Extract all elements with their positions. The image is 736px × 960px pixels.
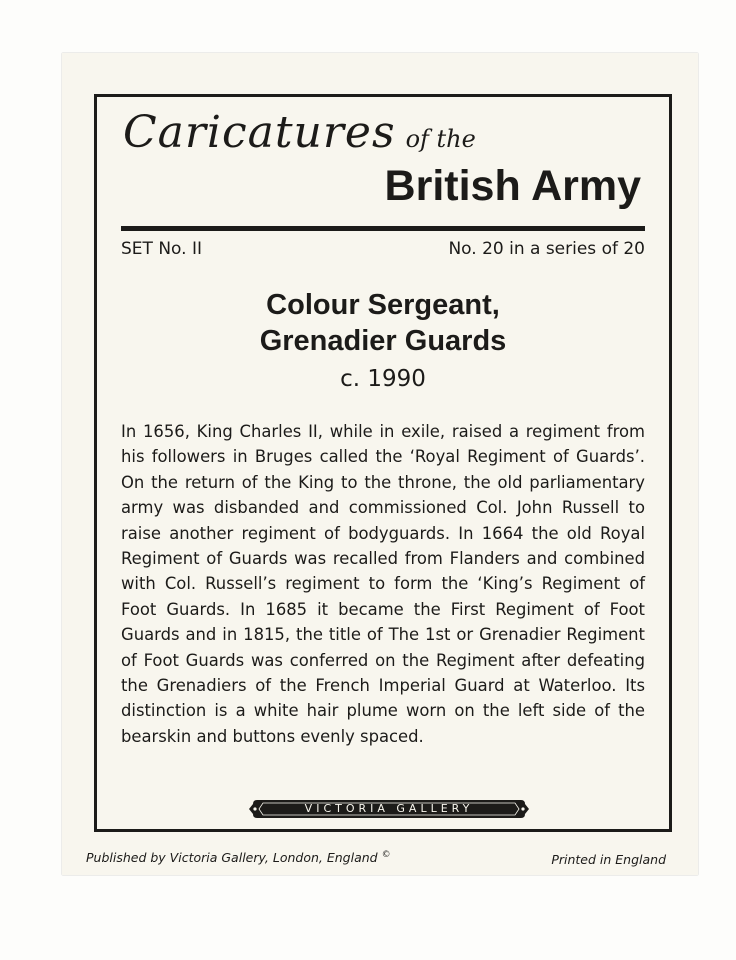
card-title-line1: Colour Sergeant,	[266, 289, 500, 321]
set-number: SET No. II	[121, 239, 202, 259]
series-position: No. 20 in a series of 20	[448, 239, 645, 259]
copyright-icon: ©	[381, 850, 391, 860]
card-title-line2: Grenadier Guards	[259, 325, 507, 357]
printed-in: Printed in England	[551, 852, 666, 867]
card-date: c. 1990	[340, 366, 426, 392]
card-border-frame	[94, 94, 672, 832]
trading-card	[62, 53, 698, 875]
series-title-main: British Army	[384, 162, 641, 210]
series-title-caricatures: Caricatures	[123, 107, 396, 158]
series-title-of-the: of the	[405, 125, 476, 153]
logo-text: VICTORIA GALLERY	[304, 802, 474, 815]
header-divider	[121, 226, 645, 231]
victoria-gallery-logo	[249, 796, 529, 822]
publisher-credit	[86, 850, 391, 865]
card-title	[97, 287, 669, 359]
series-title-script	[123, 107, 476, 158]
description-paragraph: In 1656, King Charles II, while in exile, raised a regiment from his followers in Bruges called the ‘Royal Regiment of Guards’. On the return of the King to the throne, the old parliamentary army was disbanded and commissioned Col. John Russell to raise another regiment of bodyguards. In 1664 the old Royal Regiment of Guards was recalled from Flanders and combined with Col. Russell’s regiment to form the ‘King’s Regiment of Foot Guards. In 1685 it became the First Regiment of Foot Guards and in 1815, the title of The 1st or Grenadier Regiment of Foot Guards was conferred on the Regiment after defeating the Grenadiers of the French Imperial Guard at Waterloo. Its distinction is a white hair plume worn on the left side of the bearskin and buttons evenly spaced.	[121, 422, 645, 746]
publisher-text: Published by Victoria Gallery, London, England	[86, 850, 378, 866]
